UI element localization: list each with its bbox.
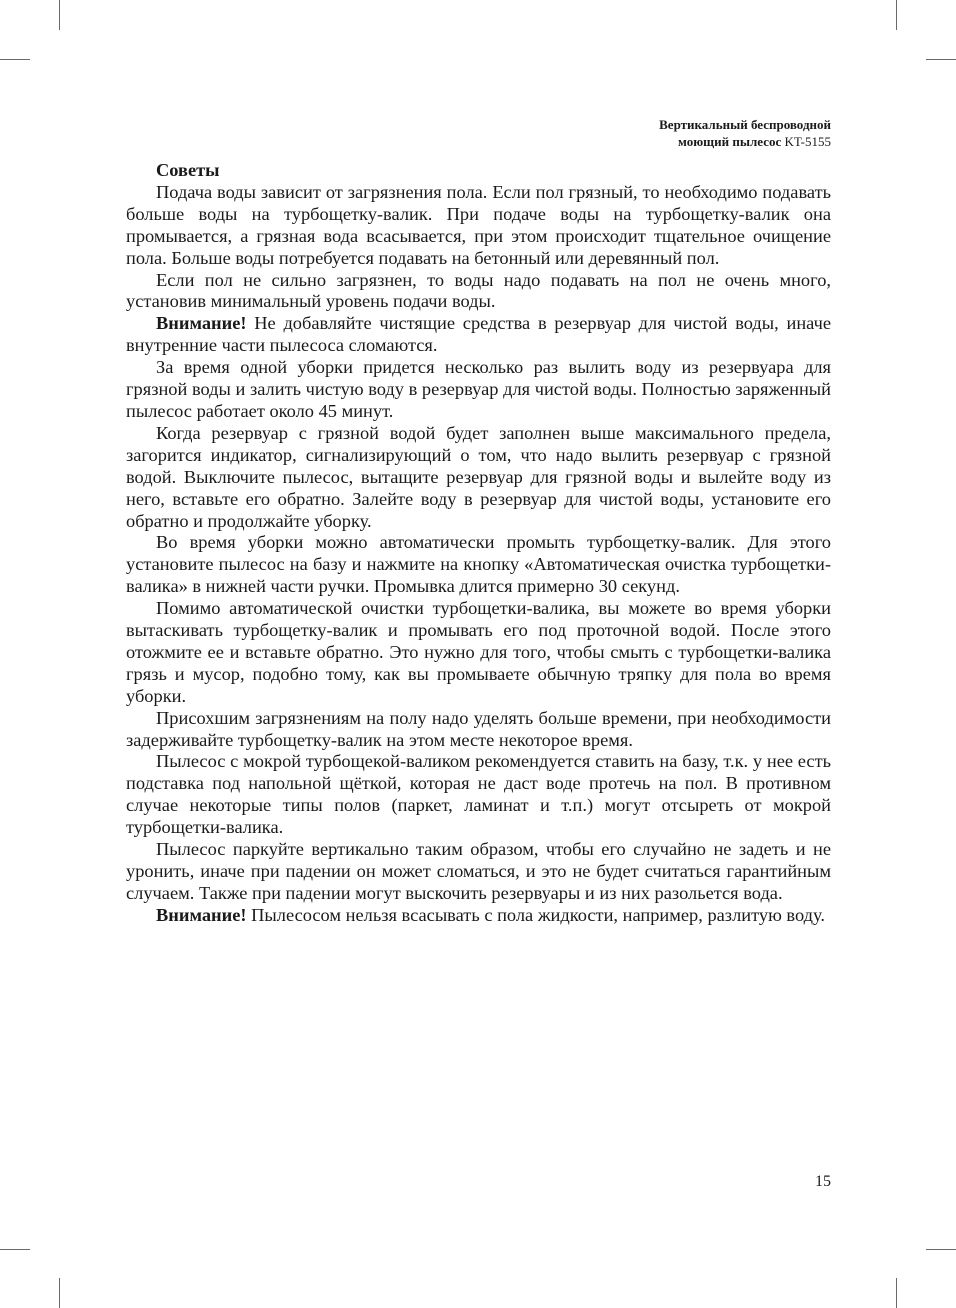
header-line-1: Вертикальный беспроводной xyxy=(659,117,831,132)
page-number: 15 xyxy=(815,1173,831,1190)
paragraph xyxy=(126,532,831,598)
paragraph-list xyxy=(126,182,831,927)
header-model: KT-5155 xyxy=(781,134,831,149)
paragraph-text: Присохшим загрязнениям на полу надо уделять больше времени, при необходимости задерживайте турбощетку-валик на этом месте некоторое время. xyxy=(126,707,831,750)
crop-mark-bottom-right-vertical xyxy=(896,1278,897,1308)
crop-mark-top-right-horizontal xyxy=(926,59,956,60)
paragraph xyxy=(126,708,831,752)
paragraph xyxy=(126,357,831,423)
paragraph-text: Не добавляйте чистящие средства в резервуар для чистой воды, иначе внутренние части пылесоса сломаются. xyxy=(126,313,831,356)
paragraph-text: Во время уборки можно автоматически промыть турбощетку-валик. Для этого установите пылесос на базу и нажмите на кнопку «Автоматическая очистка турбощетки-валика» в нижней части ручки. Промывка длится примерно 30 секунд. xyxy=(126,532,831,597)
paragraph-text: Помимо автоматической очистки турбощетки-валика, вы можете во время уборки вытаскивать турбощетку-валик и промывать его под проточной водой. После этого отожмите ее и вставьте обратно. Это нужно для того, чтобы смыть с турбощетки-валика грязь и мусор, подобно тому, как вы промываете обычную тряпку для пола во время уборки. xyxy=(126,598,831,706)
paragraph xyxy=(126,751,831,839)
paragraph xyxy=(126,270,831,314)
paragraph-text: Пылесосом нельзя всасывать с пола жидкости, например, разлитую воду. xyxy=(246,904,825,925)
section-title: Советы xyxy=(156,160,220,180)
paragraph xyxy=(126,839,831,905)
crop-mark-top-right-vertical xyxy=(896,0,897,30)
crop-mark-top-left-horizontal xyxy=(0,59,30,60)
paragraph xyxy=(126,598,831,708)
paragraph xyxy=(126,313,831,357)
running-header xyxy=(431,116,831,150)
crop-mark-bottom-left-vertical xyxy=(59,1278,60,1308)
paragraph-text: Пылесос с мокрой турбощекой-валиком рекомендуется ставить на базу, т.к. у нее есть подставка под напольной щёткой, которая не даст воде протечь на пол. В противном случае некоторые типы полов (паркет, ламинат и т.п.) могут отсыреть от мокрой турбощетки-валика. xyxy=(126,751,831,838)
crop-mark-top-left-vertical xyxy=(59,0,60,30)
paragraph-text: Пылесос паркуйте вертикально таким образом, чтобы его случайно не задеть и не уронить, иначе при падении он может сломаться, и это не будет считаться гарантийным случаем. Также при падении могут выскочить резервуары и из них разольется вода. xyxy=(126,839,831,903)
warning-label: Внимание! xyxy=(156,904,247,925)
paragraph-text: Когда резервуар с грязной водой будет заполнен выше максимального предела, загорится индикатор, сигнализирующий о том, что надо вылить резервуар с грязной водой. Выключите пылесос, вытащите резервуар для грязной воды и вылейте воду из него, вставьте его обратно. Залейте воду в резервуар для чистой воды, установите его обратно и продолжайте уборку. xyxy=(126,422,831,531)
page-content xyxy=(126,160,831,927)
paragraph xyxy=(126,182,831,270)
paragraph-text: Если пол не сильно загрязнен, то воды надо подавать на пол не очень много, установив минимальный уровень подачи воды. xyxy=(126,269,831,312)
paragraph-text: За время одной уборки придется несколько раз вылить воду из резервуара для грязной воды и залить чистую воду в резервуар для чистой воды. Полностью заряженный пылесос работает около 45 минут. xyxy=(126,357,831,421)
header-line-2 xyxy=(431,133,831,150)
crop-mark-bottom-left-horizontal xyxy=(0,1249,30,1250)
warning-label: Внимание! xyxy=(156,313,247,334)
paragraph xyxy=(126,423,831,533)
paragraph-text: Подача воды зависит от загрязнения пола. Если пол грязный, то необходимо подавать больше воды на турбощетку-валик. При подаче воды на турбощетку-валик она промывается, а грязная вода всасывается, при этом происходит тщательное очищение пола. Больше воды потребуется подавать на бетонный или деревянный пол. xyxy=(126,181,831,268)
paragraph xyxy=(126,905,831,927)
crop-mark-bottom-right-horizontal xyxy=(926,1249,956,1250)
header-line-2-bold: моющий пылесос xyxy=(678,134,782,149)
